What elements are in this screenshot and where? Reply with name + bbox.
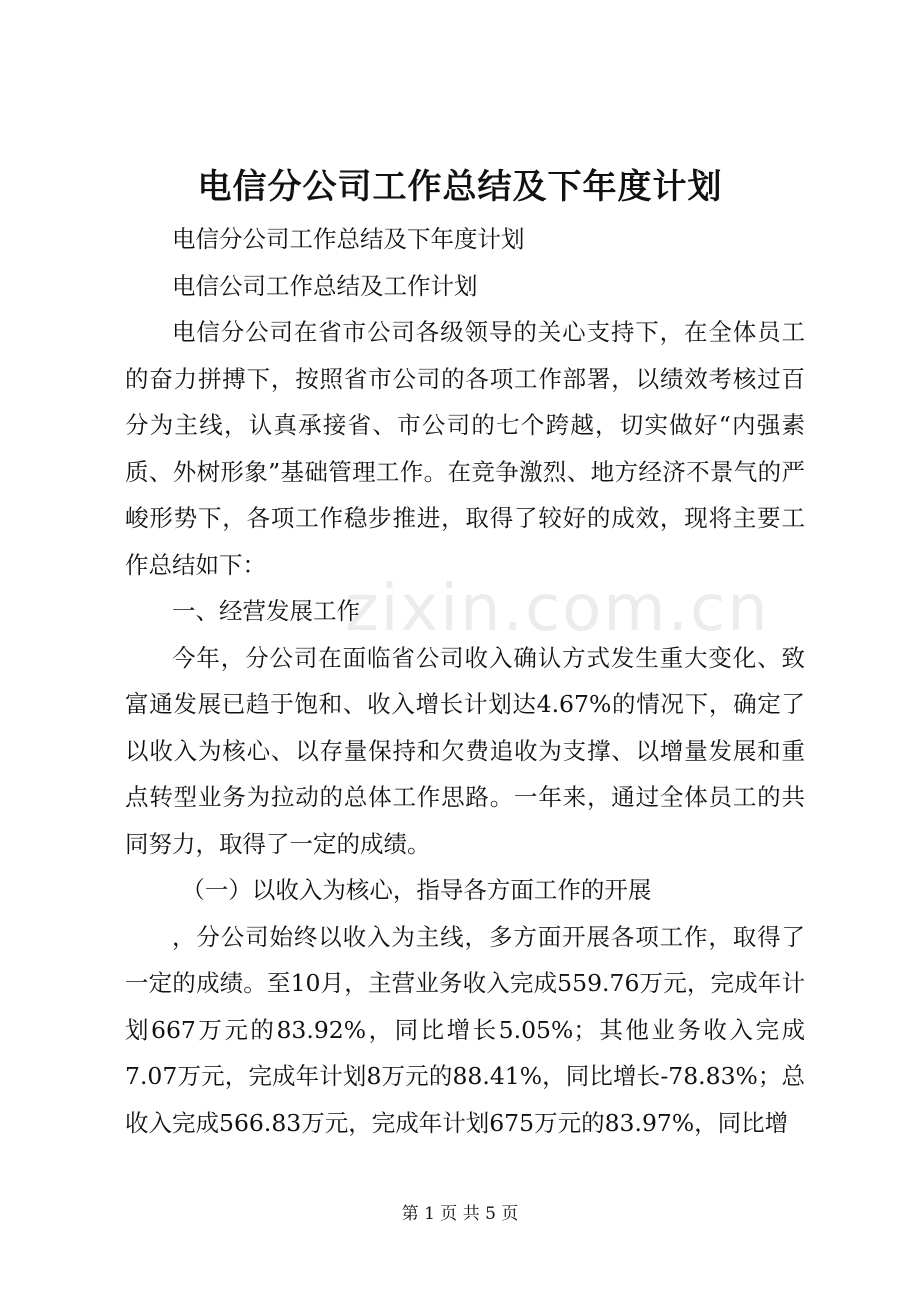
section-heading-1: 一、经营发展工作 <box>172 597 360 625</box>
paragraph-intro: 电信分公司在省市公司各级领导的关心支持下，在全体员工的奋力拼搏下，按照省市公司的各项工作部署，以绩效考核过百分为主线，认真承接省、市公司的七个跨越，切实做好“内强素质、外树形象”基础管理工作。在竞争激烈、地方经济不景气的严峻形势下，各项工作稳步推进，取得了较好的成效，现将主要工作总结如下： <box>125 318 805 579</box>
watermark: zixin.com.cn <box>345 572 770 646</box>
paragraph-subtitle-1: 电信分公司工作总结及下年度计划 <box>172 225 525 253</box>
document-body <box>125 216 805 1146</box>
document-title: 电信分公司工作总结及下年度计划 <box>197 167 723 207</box>
subsection-heading-1: （一）以收入为核心，指导各方面工作的开展 <box>181 876 652 904</box>
paragraph-revenue: ，分公司始终以收入为主线，多方面开展各项工作，取得了一定的成绩。至10月，主营业务收入完成559.76万元，完成年计划667万元的83.92%，同比增长5.05%；其他业务收入完成7.07万元，完成年计划8万元的88.41%，同比增长-78.83%；总收入完成566.83万元，完成年计划675万元的83.97%，同比增 <box>125 922 805 1137</box>
paragraph-overview: 今年，分公司在面临省公司收入确认方式发生重大变化、致富通发展已趋于饱和、收入增长计划达4.67%的情况下，确定了以收入为核心、以存量保持和欠费追收为支撑、以增量发展和重点转型业务为拉动的总体工作思路。一年来，通过全体员工的共同努力，取得了一定的成绩。 <box>125 643 805 858</box>
paragraph-subtitle-2: 电信公司工作总结及工作计划 <box>172 271 478 300</box>
page-footer: 第 1 页 共 5 页 <box>401 1204 519 1224</box>
